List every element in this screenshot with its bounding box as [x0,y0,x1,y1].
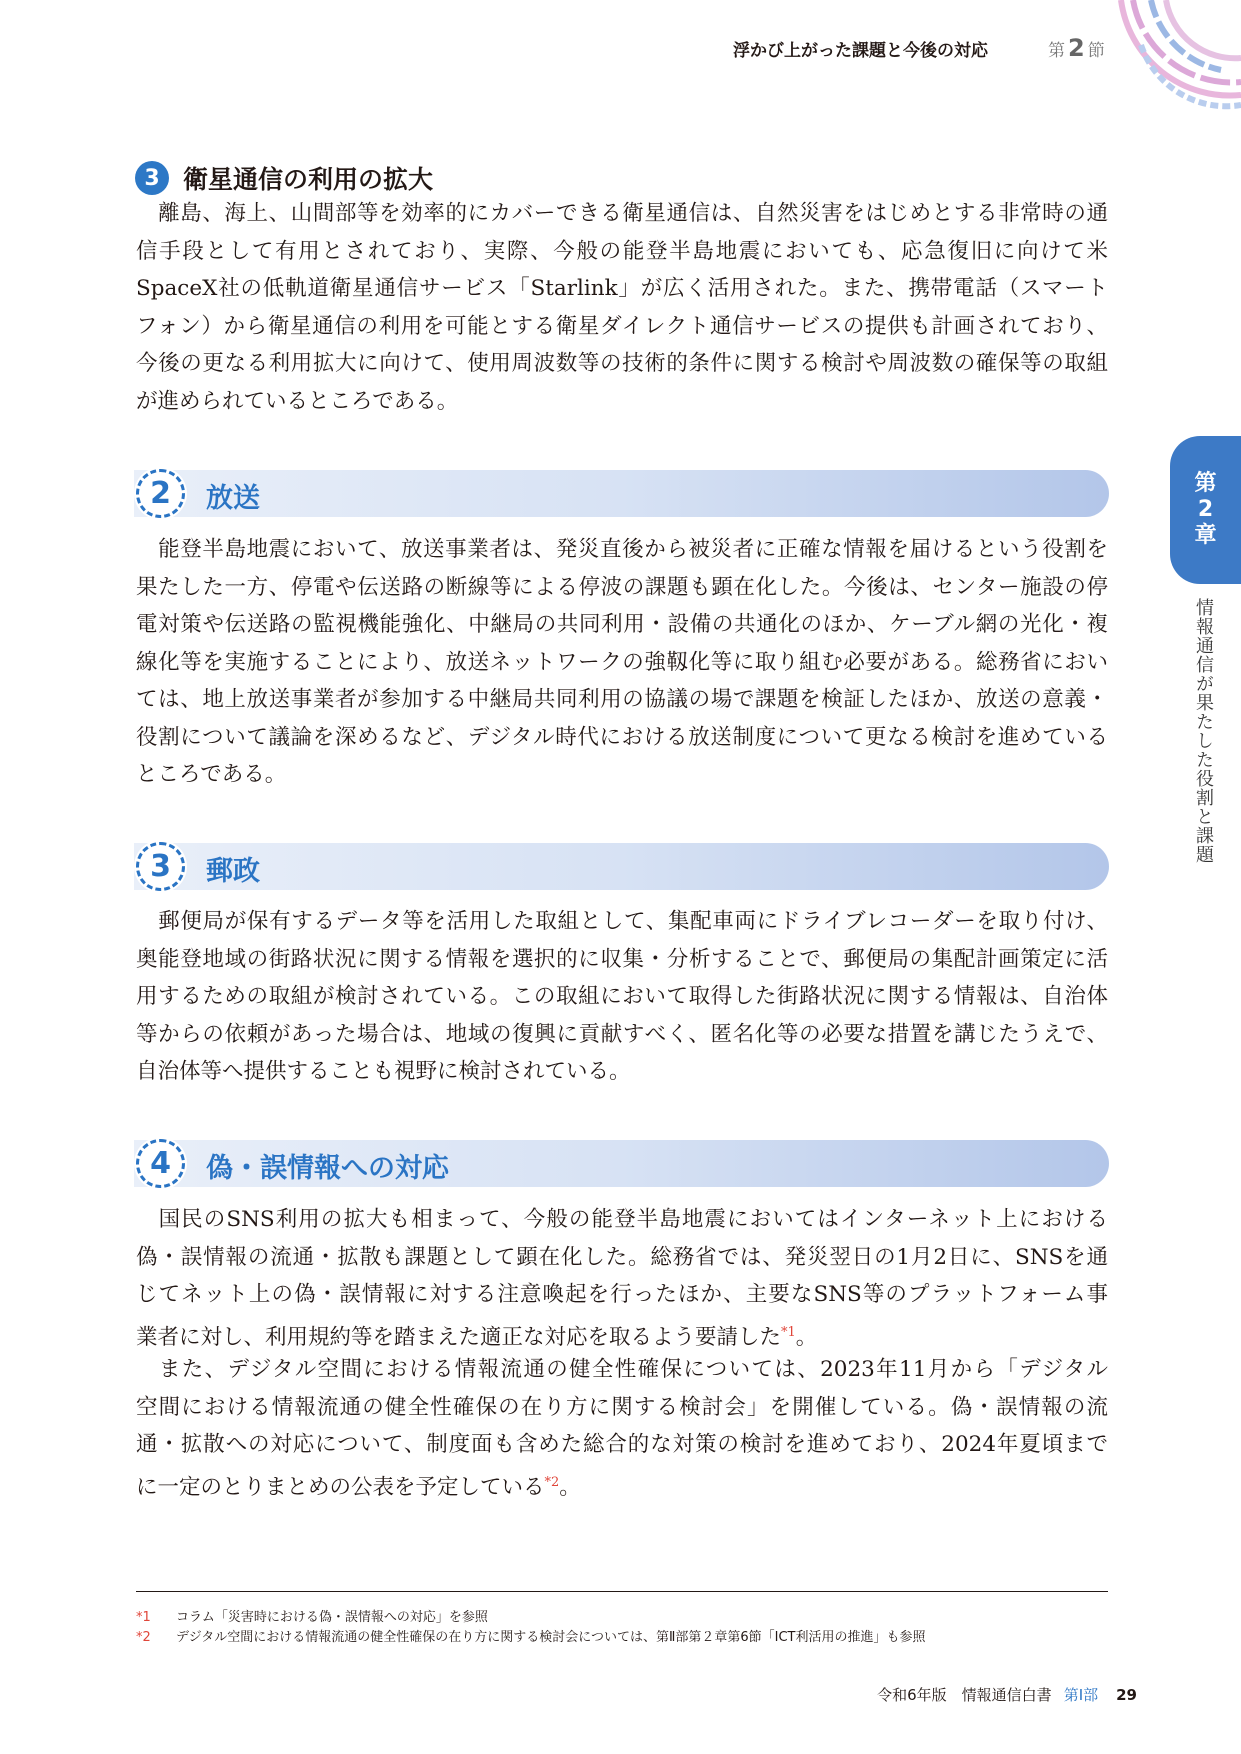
text-line: SpaceX社の低軌道衛星通信サービス「Starlink」が広く活用された。また、携帯電話（スマート [136,276,1108,301]
page-number: 29 [1116,1686,1137,1704]
paragraph-postal [136,903,1108,1091]
text-line: 国民のSNS利用の拡大も相まって、今般の能登半島地震においてはインターネット上における [136,1207,1108,1232]
text-line: フォン）から衛星通信の利用を可能とする衛星ダイレクト通信サービスの提供も計画されており、 [136,313,1108,339]
section-prefix: 第 [1048,41,1065,61]
text-line: また、デジタル空間における情報流通の健全性確保については、2023年11月から「デジタル [136,1357,1108,1382]
text-line: が進められているところである。 [136,388,459,414]
chapter-number: 2 [1197,497,1214,522]
section-number [1048,34,1105,62]
text-line: 電対策や伝送路の監視機能強化、中継局の共同利用・設備の共通化のほか、ケーブル網の光化・複 [136,612,1108,637]
subsection-title: 衛星通信の利用の拡大 [183,165,434,194]
text-line: 線化等を実施することにより、放送ネットワークの強靱化等に取り組む必要がある。総務省におい [136,649,1108,675]
section-number-badge: 3 [136,842,185,891]
text-line: 離島、海上、山間部等を効率的にカバーできる衛星通信は、自然災害をはじめとする非常時の通 [136,201,1108,226]
footnote-1 [136,1606,488,1625]
text-line: 役割について議論を深めるなど、デジタル時代における放送制度について更なる検討を進めている [136,724,1108,750]
section-heading-misinformation [134,1140,1109,1187]
text-line: 能登半島地震において、放送事業者は、発災直後から被災者に正確な情報を届けるという役割を [136,537,1108,562]
text-line: 自治体等へ提供することも視野に検討されている。 [136,1059,631,1084]
text-line: 郵便局が保有するデータ等を活用した取組として、集配車両にドライブレコーダーを取り付け、 [136,909,1108,934]
publication-name: 令和6年版 情報通信白書 [877,1686,1052,1704]
chapter-suffix: 章 [1194,523,1217,548]
text-line: ところである。 [136,762,287,787]
text-line: 奥能登地域の街路状況に関する情報を選択的に収集・分析することで、郵便局の集配計画策定に活 [136,946,1108,972]
chapter-title: 情報通信が果たした役割と課題 [1193,598,1214,864]
text-segment: に一定のとりまとめの公表を予定している [136,1474,545,1500]
text-line: 等からの依頼があった場合は、地域の復興に貢献すべく、匿名化等の必要な措置を講じたうえで、 [136,1021,1108,1047]
paragraph-satellite [136,195,1108,420]
paragraph-misinformation-1 [136,1201,1108,1351]
running-title: 浮かび上がった課題と今後の対応 [733,41,988,61]
text-line: 信手段として有用とされており、実際、今般の能登半島地震においても、応急復旧に向けて米 [136,238,1108,264]
section-heading-postal [134,843,1109,890]
text-line: 用するための取組が検討されている。この取組において取得した街路状況に関する情報は、自治体 [136,984,1108,1009]
footnote-reference[interactable]: *2 [544,1474,560,1490]
text-line [136,1314,1108,1352]
footnote-2 [136,1626,925,1645]
page-footer [877,1684,1137,1705]
text-segment: 。 [795,1324,818,1350]
section-suffix: 節 [1087,41,1105,61]
text-line: じてネット上の偽・誤情報に対する注意喚起を行ったほか、主要なSNS等のプラットフォーム事 [136,1282,1108,1307]
text-segment: 。 [559,1474,581,1500]
text-line [136,1464,1108,1502]
subsection-heading [135,160,433,196]
text-line: 偽・誤情報の流通・拡散も課題として顕在化した。総務省では、発災翌日の1月2日に、SNSを通 [136,1244,1108,1270]
paragraph-misinformation-2 [136,1351,1108,1501]
text-line: 今後の更なる利用拡大に向けて、使用周波数等の技術的条件に関する検討や周波数の確保等の取組 [136,351,1108,376]
footnote-mark: *1 [136,1610,151,1625]
subsection-number-badge: 3 [135,161,169,195]
section-number-value: 2 [1068,34,1085,62]
footnote-text: デジタル空間における情報流通の健全性確保の在り方に関する検討会については、第Ⅱ部第２章第6節「ICT利活用の推進」も参照 [176,1630,926,1645]
footnote-mark: *2 [136,1630,151,1645]
footnote-text: コラム「災害時における偽・誤情報への対応」を参照 [176,1610,488,1625]
text-line: ては、地上放送事業者が参加する中継局共同利用の協議の場で課題を検証したほか、放送の意義・ [136,687,1108,712]
footnote-divider [136,1591,1108,1592]
chapter-tab[interactable] [1170,436,1241,584]
text-line: 空間における情報流通の健全性確保の在り方に関する検討会」を開催している。偽・誤情報の流 [136,1394,1108,1420]
paragraph-broadcast [136,531,1108,794]
section-title: 偽・誤情報への対応 [206,1153,449,1184]
section-title: 放送 [206,483,260,514]
text-segment: 業者に対し、利用規約等を踏まえた適正な対応を取るよう要請した [136,1324,782,1350]
chapter-prefix: 第 [1194,471,1217,496]
footnote-reference[interactable]: *1 [781,1324,796,1340]
decorative-arc-graphic [1111,0,1241,110]
section-number-badge: 2 [136,469,185,518]
section-heading-broadcast [134,470,1109,517]
section-number-badge: 4 [136,1139,185,1188]
part-label[interactable]: 第Ⅰ部 [1063,1686,1099,1704]
section-title: 郵政 [206,856,260,887]
text-line: 果たした一方、停電や伝送路の断線等による停波の課題も顕在化した。今後は、センター施設の停 [136,574,1108,600]
text-line: 通・拡散への対応について、制度面も含めた総合的な対策の検討を進めており、2024年夏頃まで [136,1432,1108,1457]
